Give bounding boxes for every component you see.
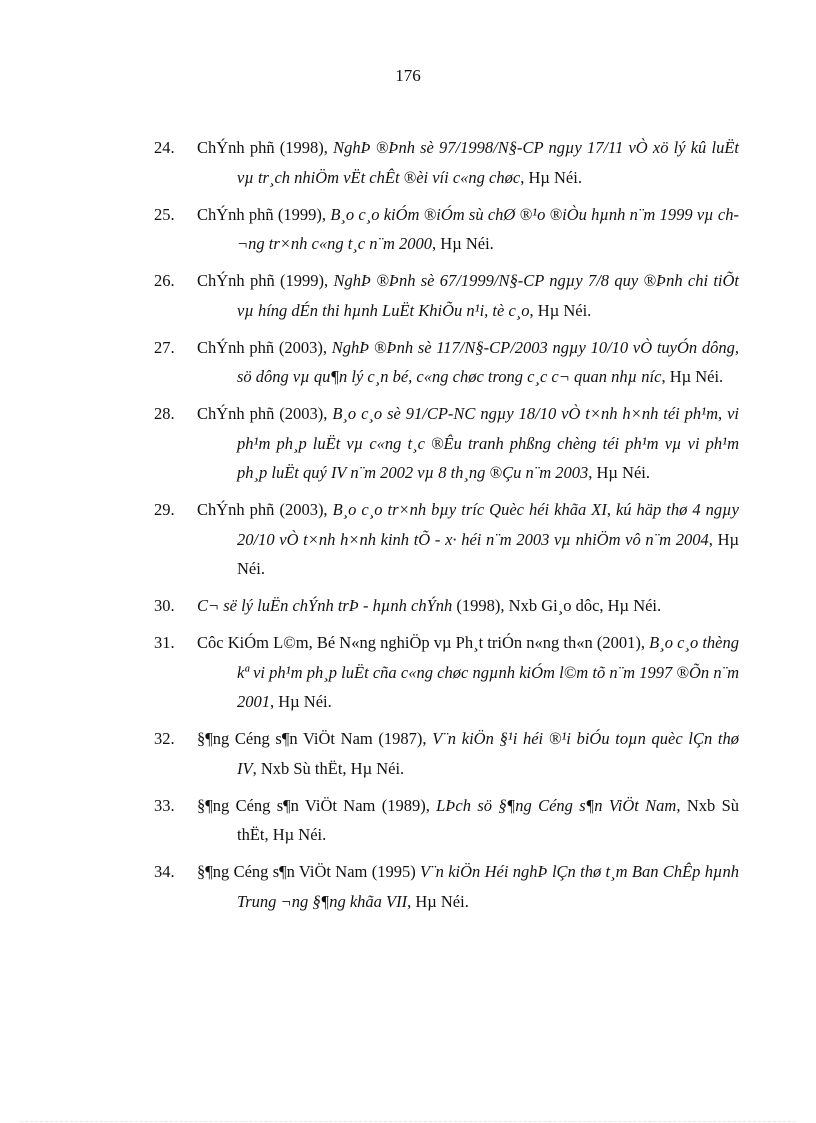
reference-number: 33.: [154, 795, 175, 815]
reference-item: [154, 266, 739, 325]
reference-item: [154, 628, 739, 717]
reference-title: V¨n kiÖn §¹i héi ®¹i biÓu toµn quèc lÇn thø IV: [237, 729, 739, 778]
reference-author: ChÝnh phñ (2003),: [197, 337, 332, 357]
reference-author: ChÝnh phñ (1999),: [197, 271, 334, 290]
reference-item: [154, 200, 739, 259]
reference-publisher: , Hµ Néi.: [407, 891, 469, 911]
reference-publisher: , Hµ Néi.: [661, 367, 724, 386]
reference-item: [154, 495, 739, 584]
reference-title: B¸o c¸o tr×nh bµy tríc Quèc héi khãa XI, kú häp thø 4 ngµy 20/10 vÒ t×nh h×nh kinh tÕ - x· héi n¨m 2003 vµ nhiÖm vô n¨m 2004: [237, 500, 739, 549]
reference-title: B¸o c¸o sè 91/CP-NC ngµy 18/10 vÒ t×nh h×nh téi ph¹m, vi ph¹m ph¸p luËt vµ c«ng t¸c ®Êu tranh phßng chèng téi ph¹m vµ vi ph¹m ph¸p luËt quý IV n¨m 2002 vµ 8 th¸ng ®Çu n¨m 2003: [237, 404, 739, 482]
reference-publisher: , Hµ Néi.: [270, 692, 332, 711]
reference-item: [154, 724, 739, 783]
reference-number: 28.: [154, 404, 175, 423]
reference-title: LÞch sö §¶ng Céng s¶n ViÖt Nam: [436, 795, 677, 815]
reference-item: [154, 399, 739, 488]
reference-item: [154, 591, 739, 621]
reference-item: [154, 857, 739, 916]
reference-author: §¶ng Céng s¶n ViÖt Nam (1995): [197, 862, 421, 881]
reference-publisher: , Hµ Néi.: [432, 234, 494, 253]
reference-title: V¨n kiÖn Héi nghÞ lÇn thø t¸m Ban ChÊp hµnh Trung ¬ng §¶ng khãa VII: [237, 862, 739, 911]
reference-author: §¶ng Céng s¶n ViÖt Nam (1989),: [197, 795, 437, 815]
reference-title: NghÞ ®Þnh sè 117/N§-CP/2003 ngµy 10/10 vÒ tuyÓn dông, sö dông vµ qu¶n lý c¸n bé, c«ng chøc trong c¸c c¬ quan nhµ níc: [237, 337, 739, 386]
reference-number: 30.: [154, 596, 175, 615]
reference-publisher: (1998), Nxb Gi¸o dôc, Hµ Néi.: [452, 596, 662, 615]
reference-number: 24.: [154, 138, 175, 157]
reference-item: [154, 133, 739, 192]
reference-author: ChÝnh phñ (1998),: [197, 138, 334, 157]
reference-title: C¬ së lý luËn chÝnh trÞ - hµnh chÝnh: [197, 596, 453, 615]
reference-number: 34.: [154, 862, 175, 881]
reference-title: B¸o c¸o kiÓm ®iÓm sù chØ ®¹o ®iÒu hµnh n¨m 1999 vµ ch¬ng tr×nh c«ng t¸c n¨m 2000: [237, 204, 739, 253]
reference-author: ChÝnh phñ (2003),: [197, 500, 333, 519]
reference-publisher: , Hµ Néi.: [529, 300, 592, 320]
reference-author: ChÝnh phñ (1999),: [197, 204, 331, 224]
reference-title: NghÞ ®Þnh sè 97/1998/N§-CP ngµy 17/11 vÒ xö lý kû luËt vµ tr¸ch nhiÖm vËt chÊt ®èi víi c«ng chøc: [237, 138, 739, 187]
reference-publisher: , Nxb Sù thËt, Hµ Néi.: [252, 758, 405, 778]
reference-publisher: , Hµ Néi.: [588, 463, 650, 482]
reference-number: 32.: [154, 729, 175, 748]
reference-title: B¸o c¸o thèng kª vi ph¹m ph¸p luËt cña c«ng chøc ngµnh kiÓm l©m tõ n¨m 1997 ®Õn n¨m 2001: [237, 633, 739, 711]
reference-item: [154, 333, 739, 392]
page-number: 176: [395, 66, 421, 85]
reference-publisher: , Hµ Néi.: [520, 167, 582, 187]
reference-number: 25.: [154, 204, 175, 224]
reference-number: 26.: [154, 271, 175, 290]
reference-publisher: , Hµ Néi.: [237, 529, 739, 578]
reference-number: 31.: [154, 633, 175, 652]
reference-author: Côc KiÓm L©m, Bé N«ng nghiÖp vµ Ph¸t triÓn n«ng th«n (2001),: [197, 633, 650, 652]
reference-author: ChÝnh phñ (2003),: [197, 404, 333, 423]
reference-title: NghÞ ®Þnh sè 67/1999/N§-CP ngµy 7/8 quy ®Þnh chi tiÕt vµ híng dÉn thi hµnh LuËt KhiÕu n¹i, tè c¸o: [237, 271, 739, 320]
reference-item: [154, 791, 739, 850]
reference-publisher: , Nxb Sù thËt, Hµ Néi.: [237, 795, 740, 844]
reference-number: 29.: [154, 500, 175, 519]
reference-list: [154, 133, 739, 924]
reference-number: 27.: [154, 337, 175, 357]
page-bottom-divider: [20, 1121, 796, 1122]
reference-author: §¶ng Céng s¶n ViÖt Nam (1987),: [197, 729, 433, 748]
